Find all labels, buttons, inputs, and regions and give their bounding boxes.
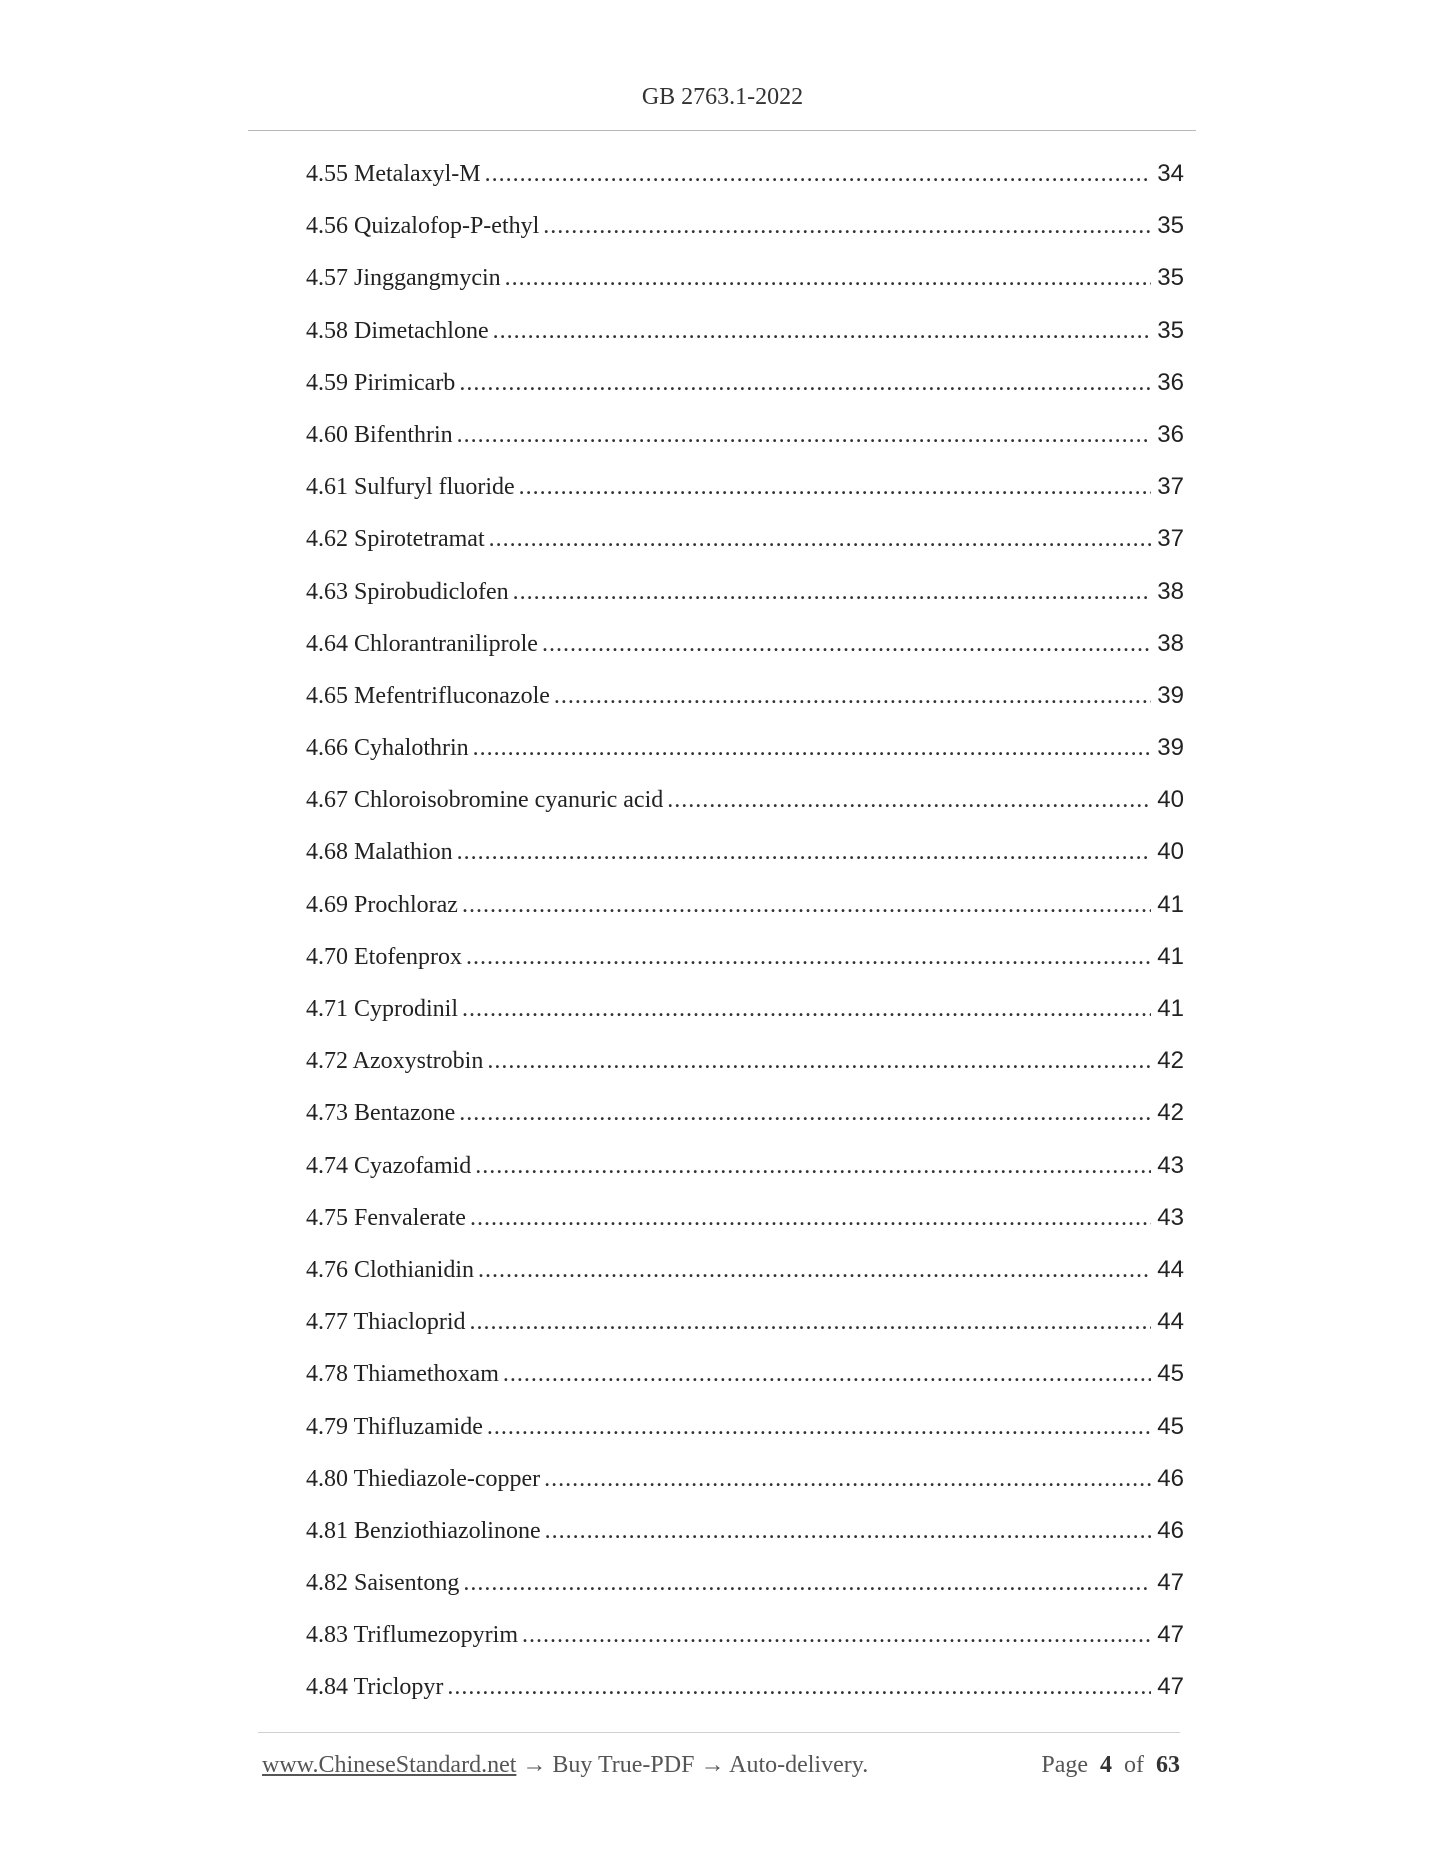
toc-dot-leader <box>493 318 1152 345</box>
toc-entry[interactable] <box>306 264 1184 316</box>
toc-entry[interactable] <box>306 838 1184 890</box>
toc-entry-title: 4.73 Bentazone <box>306 1100 456 1127</box>
toc-dot-leader <box>459 370 1151 397</box>
toc-entry[interactable] <box>306 630 1184 682</box>
toc-entry[interactable] <box>306 995 1184 1047</box>
toc-dot-leader <box>543 213 1151 240</box>
toc-entry-page-number: 38 <box>1157 629 1184 657</box>
toc-entry-title: 4.77 Thiacloprid <box>306 1309 466 1336</box>
toc-entry[interactable] <box>306 1152 1184 1204</box>
toc-entry-title: 4.57 Jinggangmycin <box>306 265 501 292</box>
toc-entry[interactable] <box>306 734 1184 786</box>
toc-entry-page-number: 36 <box>1157 420 1184 448</box>
toc-entry[interactable] <box>306 1360 1184 1412</box>
toc-entry-page-number: 34 <box>1157 160 1184 187</box>
toc-entry-page-number: 41 <box>1157 995 1184 1022</box>
toc-entry[interactable] <box>306 369 1184 421</box>
toc-dot-leader <box>522 1622 1151 1649</box>
toc-entry[interactable] <box>306 1047 1184 1099</box>
toc-entry-page-number: 46 <box>1157 1516 1184 1544</box>
toc-entry[interactable] <box>306 1465 1184 1517</box>
toc-entry[interactable] <box>306 525 1184 577</box>
footer-promo-text: → Buy True-PDF → Auto-delivery. <box>516 1752 869 1778</box>
toc-entry-page-number: 35 <box>1157 212 1184 240</box>
toc-entry[interactable] <box>306 682 1184 734</box>
toc-entry[interactable] <box>306 578 1184 630</box>
toc-entry-page-number: 44 <box>1157 1308 1184 1336</box>
toc-entry-page-number: 43 <box>1157 1151 1184 1179</box>
footer-left <box>262 1752 868 1779</box>
toc-entry-page-number: 45 <box>1157 1360 1184 1388</box>
toc-dot-leader <box>487 1414 1151 1441</box>
total-pages-number: 63 <box>1156 1752 1180 1778</box>
toc-entry-title: 4.80 Thiediazole-copper <box>306 1465 541 1492</box>
toc-entry[interactable] <box>306 1517 1184 1569</box>
current-page-number: 4 <box>1100 1752 1112 1778</box>
toc-dot-leader <box>473 735 1152 762</box>
toc-entry-title: 4.69 Prochloraz <box>306 891 458 918</box>
toc-entry[interactable] <box>306 1413 1184 1465</box>
toc-entry-page-number: 47 <box>1157 1673 1184 1701</box>
toc-entry-page-number: 44 <box>1157 1255 1184 1283</box>
toc-entry-page-number: 37 <box>1157 525 1184 553</box>
toc-entry-title: 4.59 Pirimicarb <box>306 369 456 396</box>
toc-entry-title: 4.79 Thifluzamide <box>306 1413 483 1440</box>
toc-entry-title: 4.56 Quizalofop-P-ethyl <box>306 213 540 240</box>
toc-entry[interactable] <box>306 473 1184 525</box>
toc-entry[interactable] <box>306 786 1184 838</box>
toc-dot-leader <box>544 1466 1151 1493</box>
toc-entry-title: 4.71 Cyprodinil <box>306 996 459 1022</box>
toc-dot-leader <box>519 474 1152 501</box>
toc-entry-page-number: 47 <box>1157 1569 1184 1597</box>
toc-entry[interactable] <box>306 1621 1184 1673</box>
toc-entry[interactable] <box>306 1673 1184 1725</box>
toc-entry[interactable] <box>306 1569 1184 1621</box>
toc-dot-leader <box>667 787 1151 814</box>
toc-entry-title: 4.83 Triflumezopyrim <box>306 1622 519 1649</box>
toc-entry-title: 4.78 Thiamethoxam <box>306 1361 499 1388</box>
page-footer <box>262 1752 1180 1779</box>
toc-entry-page-number: 43 <box>1157 1203 1184 1231</box>
toc-entry[interactable] <box>306 1099 1184 1151</box>
toc-entry[interactable] <box>306 317 1184 369</box>
toc-entry[interactable] <box>306 1204 1184 1256</box>
toc-entry-title: 4.63 Spirobudiclofen <box>306 578 509 605</box>
toc-entry[interactable] <box>306 943 1184 995</box>
toc-entry[interactable] <box>306 891 1184 943</box>
toc-entry-title: 4.75 Fenvalerate <box>306 1204 466 1231</box>
toc-dot-leader <box>470 1205 1151 1232</box>
document-code: GB 2763.1-2022 <box>641 84 804 110</box>
toc-entry-title: 4.61 Sulfuryl fluoride <box>306 474 515 501</box>
toc-entry[interactable] <box>306 1256 1184 1308</box>
header-divider <box>248 130 1196 131</box>
toc-entry-title: 4.64 Chlorantraniliprole <box>306 630 538 657</box>
toc-dot-leader <box>487 1048 1151 1075</box>
toc-entry-page-number: 35 <box>1157 264 1184 292</box>
toc-entry-page-number: 41 <box>1157 942 1184 970</box>
toc-dot-leader <box>462 892 1151 919</box>
toc-entry-title: 4.72 Azoxystrobin <box>306 1048 484 1075</box>
toc-entry-page-number: 37 <box>1157 473 1184 501</box>
toc-dot-leader <box>466 944 1151 971</box>
toc-dot-leader <box>485 161 1152 188</box>
toc-dot-leader <box>463 1570 1151 1597</box>
toc-entry-title: 4.67 Chloroisobromine cyanuric acid <box>306 787 664 814</box>
toc-entry-page-number: 42 <box>1157 1047 1184 1075</box>
toc-entry-title: 4.76 Clothianidin <box>306 1256 474 1283</box>
toc-entry-title: 4.66 Cyhalothrin <box>306 735 469 762</box>
toc-entry-page-number: 42 <box>1157 1099 1184 1127</box>
website-link[interactable]: www.ChineseStandard.net <box>262 1752 517 1778</box>
toc-entry-page-number: 39 <box>1157 681 1184 709</box>
toc-dot-leader <box>545 1518 1152 1545</box>
toc-entry-page-number: 38 <box>1157 577 1184 605</box>
toc-entry-page-number: 36 <box>1157 368 1184 396</box>
of-word: of <box>1124 1752 1144 1778</box>
toc-entry[interactable] <box>306 421 1184 473</box>
table-of-contents <box>306 160 1184 1726</box>
toc-dot-leader <box>503 1361 1151 1388</box>
toc-entry-title: 4.70 Etofenprox <box>306 943 462 970</box>
toc-entry-title: 4.81 Benziothiazolinone <box>306 1517 541 1544</box>
toc-entry-title: 4.74 Cyazofamid <box>306 1152 472 1179</box>
page-header <box>0 84 1445 111</box>
footer-divider <box>258 1732 1180 1733</box>
toc-dot-leader <box>457 422 1152 449</box>
toc-entry-title: 4.55 Metalaxyl-M <box>306 161 481 187</box>
toc-dot-leader <box>457 839 1152 866</box>
toc-dot-leader <box>505 265 1152 292</box>
toc-entry-page-number: 41 <box>1157 890 1184 918</box>
toc-entry-page-number: 39 <box>1157 734 1184 762</box>
toc-entry-page-number: 45 <box>1157 1412 1184 1440</box>
toc-entry-title: 4.62 Spirotetramat <box>306 526 485 553</box>
toc-dot-leader <box>542 631 1151 658</box>
toc-entry-page-number: 35 <box>1157 316 1184 344</box>
toc-entry-page-number: 46 <box>1157 1464 1184 1492</box>
toc-entry-title: 4.84 Triclopyr <box>306 1674 444 1701</box>
toc-dot-leader <box>447 1674 1151 1701</box>
toc-dot-leader <box>462 996 1151 1023</box>
toc-entry-title: 4.60 Bifenthrin <box>306 421 453 448</box>
toc-entry-page-number: 47 <box>1157 1621 1184 1649</box>
page-indicator <box>1041 1752 1180 1779</box>
toc-entry[interactable] <box>306 1308 1184 1360</box>
toc-entry-page-number: 40 <box>1157 786 1184 814</box>
toc-dot-leader <box>459 1100 1151 1127</box>
toc-entry-title: 4.68 Malathion <box>306 839 453 866</box>
toc-dot-leader <box>475 1153 1151 1180</box>
toc-entry-page-number: 40 <box>1157 838 1184 866</box>
toc-dot-leader <box>513 579 1152 606</box>
toc-entry-title: 4.82 Saisentong <box>306 1570 460 1597</box>
toc-dot-leader <box>554 683 1151 710</box>
toc-dot-leader <box>470 1309 1152 1336</box>
page-word: Page <box>1041 1752 1088 1778</box>
toc-dot-leader <box>478 1257 1151 1284</box>
toc-dot-leader <box>489 526 1152 553</box>
toc-entry[interactable] <box>306 212 1184 264</box>
toc-entry-title: 4.58 Dimetachlone <box>306 317 489 344</box>
toc-entry-title: 4.65 Mefentrifluconazole <box>306 682 550 709</box>
toc-entry[interactable] <box>306 160 1184 212</box>
